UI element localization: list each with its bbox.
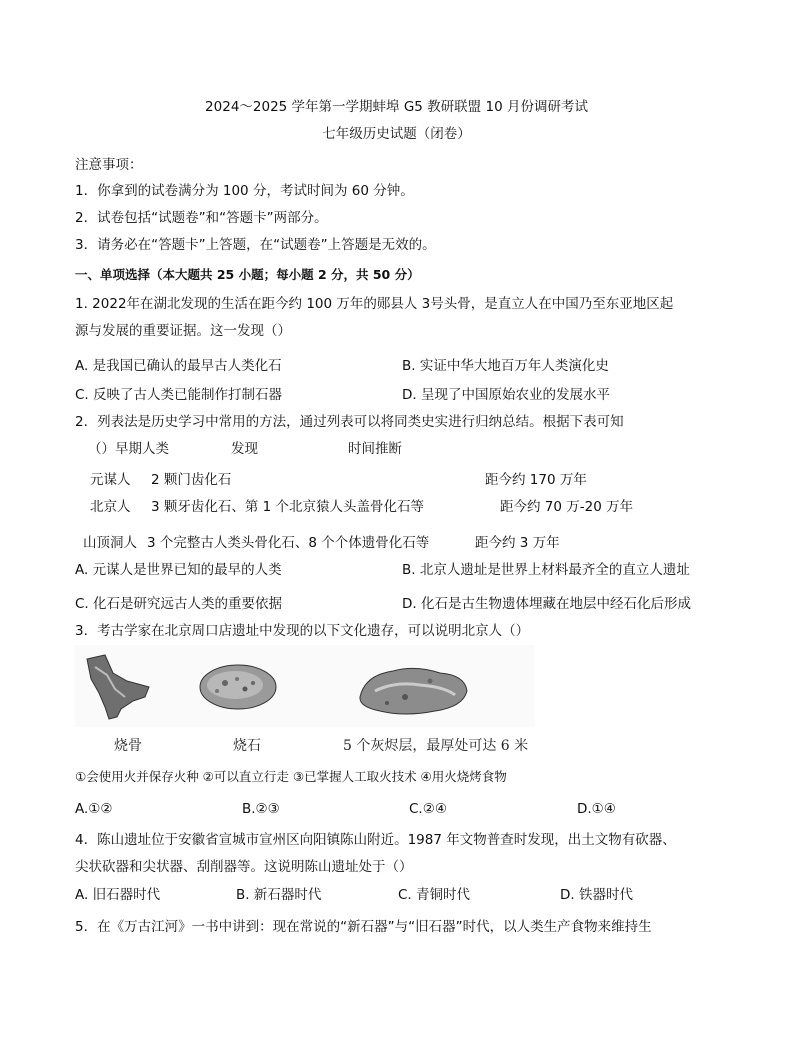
q1-option-a: A. 是我国已确认的最早古人类化石 bbox=[75, 358, 282, 374]
table-cell-finding: 3 个完整古人类头骨化石、8 个个体遗骨化石等 bbox=[147, 535, 430, 551]
table-header-cell: 时间推断 bbox=[348, 441, 402, 457]
question-1-stem: 源与发展的重要证据。这一发现（） bbox=[75, 323, 291, 339]
table-cell-time: 距今约 70 万-20 万年 bbox=[500, 499, 634, 515]
q3-figure bbox=[75, 645, 535, 727]
figure-caption: 烧石 bbox=[233, 738, 261, 754]
notice-item: 3．请务必在“答题卡”上答题，在“试题卷”上答题是无效的。 bbox=[75, 237, 436, 253]
q4-option-c: C. 青铜时代 bbox=[398, 887, 471, 903]
q2-option-d: D. 化石是古生物遗体埋藏在地层中经石化后形成 bbox=[402, 596, 691, 612]
question-5-stem: 5．在《万古江河》一书中讲到：现在常说的“新石器”与“旧石器”时代，以人类生产食物来维持生 bbox=[75, 919, 652, 935]
question-4-stem: 尖状砍器和尖状器、刮削器等。这说明陈山遗址处于（） bbox=[75, 859, 413, 875]
table-cell-name: 山顶洞人 bbox=[83, 535, 137, 551]
figure-caption: 5 个灰烬层，最厚处可达 6 米 bbox=[343, 738, 529, 754]
q4-option-a: A. 旧石器时代 bbox=[75, 887, 161, 903]
table-cell-name: 元谋人 bbox=[90, 472, 131, 488]
table-cell-name: 北京人 bbox=[90, 499, 131, 515]
q3-statements: ①会使用火并保存火种 ②可以直立行走 ③已掌握人工取火技术 ④用火烧烤食物 bbox=[75, 769, 507, 784]
q3-option-b: B.②③ bbox=[242, 801, 280, 817]
figure-caption: 烧骨 bbox=[114, 738, 142, 754]
q4-option-d: D. 铁器时代 bbox=[560, 887, 633, 903]
exam-subtitle: 七年级历史试题（闭卷） bbox=[322, 126, 471, 142]
question-1-stem: 1. 2022年在湖北发现的生活在距今约 100 万年的郧县人 3号头骨，是直立人在中国乃至东亚地区起 bbox=[75, 296, 674, 312]
table-header-cell: （）早期人类 bbox=[88, 441, 169, 457]
q2-option-c: C. 化石是研究远古人类的重要依据 bbox=[75, 596, 283, 612]
question-4-stem: 4．陈山遗址位于安徽省宣城市宣州区向阳镇陈山附近。1987 年文物普查时发现，出土文物有砍器、 bbox=[75, 832, 676, 848]
burned-relics-illustration bbox=[75, 645, 535, 727]
table-cell-finding: 3 颗牙齿化石、第 1 个北京猿人头盖骨化石等 bbox=[151, 499, 425, 515]
q1-option-d: D. 呈现了中国原始农业的发展水平 bbox=[402, 387, 610, 403]
notice-item: 1．你拿到的试卷满分为 100 分，考试时间为 60 分钟。 bbox=[75, 183, 414, 199]
notice-item: 2．试卷包括“试题卷”和“答题卡”两部分。 bbox=[75, 210, 328, 226]
question-2-stem: 2．列表法是历史学习中常用的方法，通过列表可以将同类史实进行归纳总结。根据下表可知 bbox=[75, 414, 624, 430]
table-cell-time: 距今约 3 万年 bbox=[475, 535, 560, 551]
q4-option-b: B. 新石器时代 bbox=[236, 887, 322, 903]
q1-option-b: B. 实证中华大地百万年人类演化史 bbox=[402, 358, 609, 374]
q2-option-a: A. 元谋人是世界已知的最早的人类 bbox=[75, 562, 282, 578]
exam-title: 2024～2025 学年第一学期蚌埠 G5 教研联盟 10 月份调研考试 bbox=[205, 99, 588, 115]
section-heading: 一、单项选择（本大题共 25 小题；每小题 2 分，共 50 分） bbox=[75, 267, 420, 282]
q2-option-b: B. 北京人遗址是世界上材料最齐全的直立人遗址 bbox=[402, 562, 690, 578]
q3-option-c: C.②④ bbox=[409, 801, 447, 817]
q3-option-a: A.①② bbox=[75, 801, 113, 817]
question-3-stem: 3．考古学家在北京周口店遗址中发现的以下文化遗存，可以说明北京人（） bbox=[75, 623, 530, 639]
q3-option-d: D.①④ bbox=[577, 801, 616, 817]
burned-bone-icon bbox=[87, 655, 149, 719]
q1-option-c: C. 反映了古人类已能制作打制石器 bbox=[75, 387, 283, 403]
table-cell-finding: 2 颗门齿化石 bbox=[151, 472, 232, 488]
table-cell-time: 距今约 170 万年 bbox=[485, 472, 587, 488]
notice-heading: 注意事项： bbox=[75, 157, 143, 173]
table-header-cell: 发现 bbox=[231, 441, 258, 457]
